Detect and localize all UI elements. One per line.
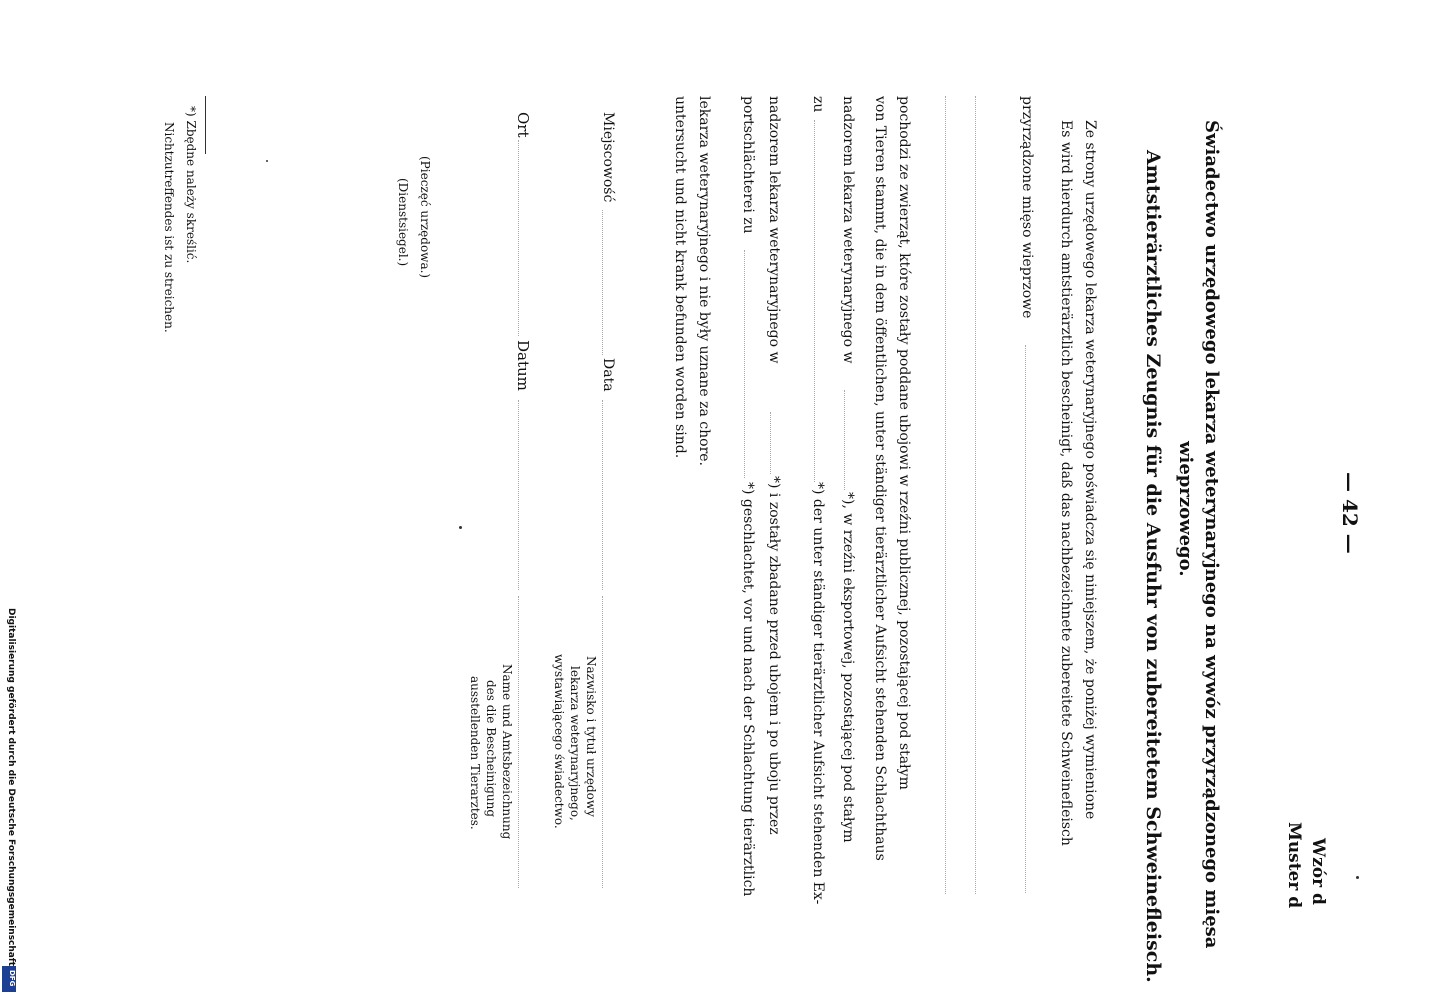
place-line	[602, 210, 603, 355]
dfg-logo-text: DFG	[8, 970, 16, 987]
title-pl-line1: Świadectwo urzędowego lekarza weterynaryjnego na wywóz przyrządzonego mięsa	[1201, 120, 1222, 949]
supervision-pl-b: *), w rzeźni eksportowej, pozostającej pod stałym	[840, 492, 856, 843]
intro-de: Es wird hierdurch amtstierärztlich bescheinigt, daß das nachbezeichnete zubereitete Schweinefleisch	[1058, 120, 1074, 846]
supervision-pl-a: nadzorem lekarza weterynaryjnego w	[840, 96, 856, 364]
export-place-line-de	[744, 250, 745, 478]
name-de-1: Name und Amtsbezeichnung	[500, 664, 514, 840]
meat-label	[1019, 96, 1035, 318]
footnote-de: Nichtzutreffendes ist zu streichen.	[162, 122, 176, 333]
title-pl-line2: wieprzowego.	[1175, 441, 1196, 577]
name-pl-2: lekarza weterynaryjnego,	[568, 666, 582, 821]
model-label-pl: Wzór d	[1308, 838, 1328, 905]
name-pl-1: Nazwisko i tytuł urzędowy	[584, 656, 598, 817]
seal-pl: (Pieczęć urzędowa.)	[418, 156, 432, 279]
blank-line-2	[945, 96, 946, 894]
footnote-rule	[205, 96, 206, 154]
name-de-2: des die Bescheinigung	[484, 680, 498, 818]
page-number: — 42 —	[1338, 472, 1362, 554]
examined-de-b: *) geschlachtet, vor und nach der Schlachtung tierärztlich	[740, 482, 756, 897]
origin-pl: pochodzi ze zwierząt, które zostały poddane ubojowi w rzeźni publicznej, pozostającej pod stałym	[896, 96, 912, 790]
examined-pl-b: *) i zostały zbadane przed ubojem i po uboju przez	[766, 476, 782, 835]
signature-line-2	[518, 596, 519, 888]
slaughterhouse-place-line	[844, 390, 845, 490]
intro-pl: Ze strony urzędowego lekarza weterynaryjnego poświadcza się niniejszem, że poniżej wymienione	[1082, 120, 1098, 820]
place-label-pl: Miejscowość	[600, 112, 616, 203]
supervision-de-b: *) der unter ständiger tierärztlicher Aufsicht stehenden Ex-	[810, 482, 826, 905]
meat-description-line	[1025, 345, 1026, 893]
footnote-pl: *) Zbędne należy skreślić.	[184, 106, 198, 264]
dfg-logo	[2, 966, 16, 992]
scan-speck	[459, 526, 462, 529]
examined-de-a: portschlächterei zu	[740, 96, 756, 234]
dfg-credit: Digitalisierung gefördert durch die Deutsche Forschungsgemeinschaft	[6, 608, 16, 967]
title-de: Amtstierärztliches Zeugnis für die Ausfuhr von zubereitetem Schweinefleisch.	[1142, 150, 1164, 983]
model-label-de: Muster d	[1284, 822, 1304, 909]
date-line	[602, 400, 603, 590]
origin-de: von Tieren stammt, die in dem öffentlichen, unter ständiger tierärztlicher Aufsicht stehenden Schlachthaus	[872, 96, 888, 861]
meat-label-text: przyrządzone mięso wieprzowe	[1019, 96, 1035, 319]
closing-de: untersucht und nicht krank befunden worden sind.	[672, 96, 688, 459]
seal-de: (Dienstsiegel.)	[396, 178, 410, 267]
scan-speck	[266, 160, 268, 162]
closing-pl: lekarza weterynaryjnego i nie były uznane za chore.	[696, 96, 712, 467]
signature-line	[602, 596, 603, 888]
date-label-pl: Data	[600, 358, 616, 392]
date-label-de: Datum	[514, 340, 532, 391]
place-label-de: Ort	[514, 112, 532, 138]
name-pl-3: wystawiającego świadectwo.	[552, 654, 566, 829]
date-line-de	[518, 400, 519, 590]
blank-line-1	[975, 96, 976, 894]
examined-pl-a: nadzorem lekarza weterynaryjnego w	[766, 96, 782, 364]
scan-speck	[1356, 876, 1359, 879]
slaughterhouse-place-line-de	[814, 120, 815, 482]
place-line-de	[518, 140, 519, 336]
supervision-de-a: zu	[810, 96, 826, 113]
name-de-3: ausstellenden Tierarztes.	[468, 676, 482, 830]
export-place-line	[770, 412, 771, 474]
